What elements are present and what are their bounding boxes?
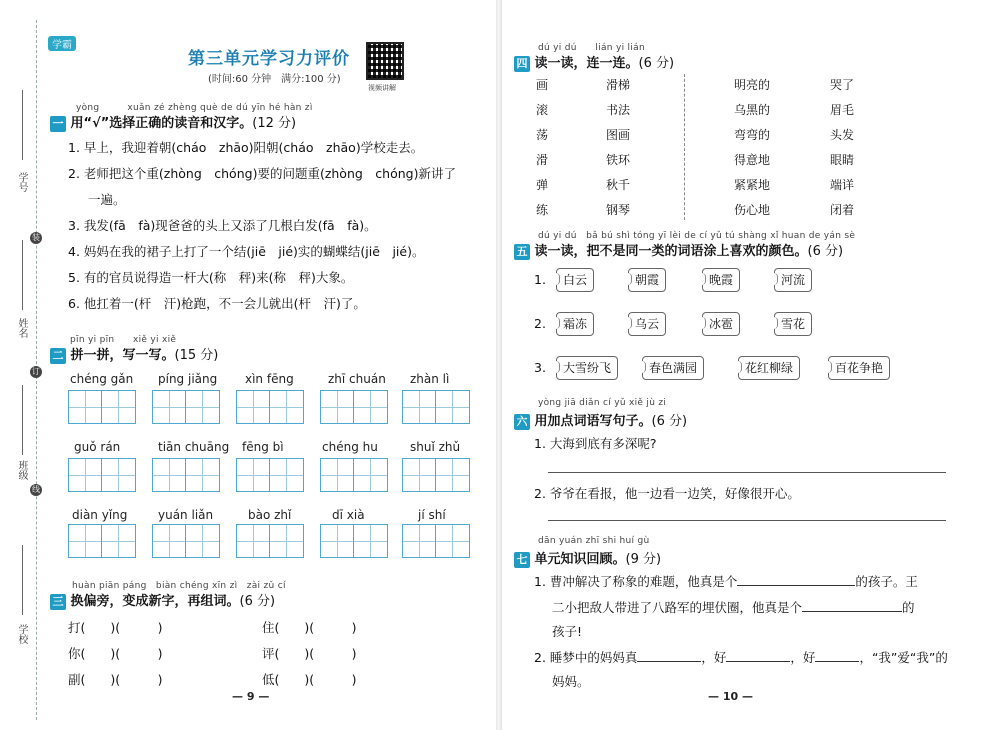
pinyin-label: chéng hu (322, 440, 378, 454)
writing-grid[interactable] (402, 458, 470, 492)
section6-title-text: 用加点词语写句子。 (534, 414, 652, 429)
section5-number: 五 (514, 244, 530, 260)
match-word[interactable]: 伤心地 (734, 203, 771, 217)
match-word[interactable]: 弹 (536, 178, 549, 192)
s7-q2-line-2: 妈妈。 (552, 674, 590, 689)
word-chip[interactable]: 霜冻 (556, 312, 594, 336)
s1-line-3[interactable]: 3. 我发(fā fà)现爸爸的头上又添了几根白发(fā fà)。 (68, 218, 377, 233)
section1-title-text: 用“√”选择正确的读音和汉字。 (70, 116, 253, 131)
pinyin-label: chéng gǎn (70, 372, 134, 386)
writing-grid[interactable] (152, 524, 220, 558)
match-word[interactable]: 荡 (536, 128, 549, 142)
word-chip[interactable]: 花红柳绿 (738, 356, 800, 380)
section4-divider (684, 74, 685, 220)
section7-title (514, 548, 661, 568)
right-page (502, 0, 1000, 730)
pinyin-label: shuǐ zhǔ (410, 440, 461, 454)
match-word[interactable]: 钢琴 (606, 203, 631, 217)
section5-score: (6 分) (807, 244, 844, 259)
page-number-9: — 9 — (232, 690, 270, 703)
section6-pinyin: yòng jiā diǎn cí yǔ xiě jù zi (538, 398, 667, 408)
s7-blank-1[interactable] (737, 585, 855, 586)
writing-grid[interactable] (236, 458, 304, 492)
section7-number: 七 (514, 552, 530, 568)
s7-q2-line-1 (534, 648, 948, 666)
binding-underline (22, 90, 23, 160)
binding-dot: 装 (32, 233, 40, 242)
word-chip[interactable]: 百花争艳 (828, 356, 890, 380)
binding-underline (22, 545, 23, 615)
match-word[interactable]: 练 (536, 203, 549, 217)
s3-right-1[interactable]: 住( )( ) (262, 620, 357, 635)
writing-grid[interactable] (236, 524, 304, 558)
s7-q1-line-3: 孩子! (552, 624, 583, 639)
writing-grid[interactable] (68, 458, 136, 492)
section2-pinyin: pīn yi pīn xiě yi xiě (70, 335, 177, 345)
qr-code-icon[interactable] (366, 42, 404, 80)
section6-score: (6 分) (651, 414, 688, 429)
pinyin-label: xìn fēng (245, 372, 294, 386)
section2-title-text: 拼一拼，写一写。 (70, 348, 175, 363)
match-word[interactable]: 滑梯 (606, 78, 631, 92)
s1-line-6[interactable]: 6. 他扛着一(杆 汗)枪跑，不一会儿就出(杆 汗)了。 (68, 296, 366, 311)
section7-pinyin: dān yuán zhī shi huí gù (538, 536, 650, 546)
s3-left-2[interactable]: 你( )( ) (68, 646, 163, 661)
match-word[interactable]: 明亮的 (734, 78, 771, 92)
section3-title (50, 590, 275, 610)
s7-q1-text-d: 的 (902, 600, 915, 615)
word-chip[interactable]: 冰雹 (702, 312, 740, 336)
writing-grid[interactable] (320, 390, 388, 424)
section4-title (514, 52, 674, 72)
series-tag: 学霸 (48, 36, 76, 51)
match-word[interactable]: 滑 (536, 153, 549, 167)
word-chip[interactable]: 雪花 (774, 312, 812, 336)
s7-blank-4[interactable] (726, 661, 790, 662)
match-word[interactable]: 闭着 (830, 203, 855, 217)
section1-number: 一 (50, 116, 66, 132)
match-word[interactable]: 端详 (830, 178, 855, 192)
word-chip[interactable]: 朝霞 (628, 268, 666, 292)
writing-grid[interactable] (152, 390, 220, 424)
s3-right-2[interactable]: 评( )( ) (262, 646, 357, 661)
word-chip[interactable]: 大雪纷飞 (556, 356, 618, 380)
s7-blank-5[interactable] (815, 661, 859, 662)
match-word[interactable]: 乌黑的 (734, 103, 771, 117)
section1-pinyin: yòng xuǎn zé zhèng què de dú yīn hé hàn zì (76, 103, 313, 113)
match-word[interactable]: 眉毛 (830, 103, 855, 117)
s7-q2-text-a: 2. 睡梦中的妈妈真 (534, 650, 638, 665)
binding-label-student-id: 学号 (16, 172, 27, 192)
s1-line-5[interactable]: 5. 有的官员说得造一杆大(称 秤)来(称 秤)大象。 (68, 270, 354, 285)
match-word[interactable]: 秋千 (606, 178, 631, 192)
word-chip[interactable]: 晚霞 (702, 268, 740, 292)
section3-title-text: 换偏旁，变成新字，再组词。 (70, 594, 240, 609)
s6-answer-line-1[interactable] (548, 472, 946, 473)
s1-line-1[interactable]: 1. 早上，我迎着朝(cháo zhāo)阳朝(cháo zhāo)学校走去。 (68, 140, 424, 155)
writing-grid[interactable] (320, 458, 388, 492)
s6-question-2: 2. 爷爷在看报，他一边看一边笑，好像很开心。 (534, 486, 800, 501)
section4-pinyin: dú yi dú lián yi lián (538, 43, 645, 53)
section1-title (50, 112, 296, 132)
pinyin-label: fēng bì (242, 440, 284, 454)
s1-line-2[interactable]: 2. 老师把这个重(zhòng chóng)要的问题重(zhòng chóng)新讲了 (68, 166, 456, 181)
section7-title-text: 单元知识回顾。 (534, 552, 626, 567)
pinyin-label: zhī chuán (328, 372, 386, 386)
s6-answer-line-2[interactable] (548, 520, 946, 521)
s5-group-3-number: 3. (534, 360, 546, 375)
binding-label-class: 班级 (16, 460, 27, 480)
pinyin-label: diàn yǐng (72, 508, 128, 522)
section3-pinyin: huàn piān páng biàn chéng xīn zì zài zǔ cí (72, 581, 286, 591)
s7-q2-text-c: ，好 (790, 650, 816, 665)
section1-score: (12 分) (252, 116, 297, 131)
writing-grid[interactable] (68, 524, 136, 558)
pinyin-label: tiān chuāng (158, 440, 230, 454)
writing-grid[interactable] (152, 458, 220, 492)
pinyin-label: jí shí (418, 508, 446, 522)
section2-number: 二 (50, 348, 66, 364)
binding-underline (22, 385, 23, 455)
s1-line-4[interactable]: 4. 妈妈在我的裙子上打了一个结(jiē jié)实的蝴蝶结(jiē jié)。 (68, 244, 425, 259)
pinyin-label: zhàn lì (410, 372, 450, 386)
pinyin-label: bào zhǐ (248, 508, 292, 522)
page-title: 第三单元学习力评价 (188, 49, 350, 69)
section3-number: 三 (50, 594, 66, 610)
section5-pinyin: dú yi dú bǎ bú shì tóng yī lèi de cí yǔ tú shàng xǐ huan de yán sè (538, 231, 856, 241)
section2-score: (15 分) (174, 348, 219, 363)
match-word[interactable]: 弯弯的 (734, 128, 771, 142)
s5-group-1-number: 1. (534, 272, 546, 287)
section4-title-text: 读一读，连一连。 (534, 56, 639, 71)
word-chip[interactable]: 白云 (556, 268, 594, 292)
section5-title (514, 240, 843, 260)
section4-number: 四 (514, 56, 530, 72)
qr-label: 视频讲解 (368, 84, 396, 92)
pinyin-label: dī xià (332, 508, 365, 522)
pinyin-label: guǒ rán (74, 440, 121, 454)
pinyin-label: yuán liǎn (158, 508, 214, 522)
match-word[interactable]: 滚 (536, 103, 549, 117)
section2-title (50, 344, 218, 364)
binding-label-school: 学校 (16, 624, 27, 644)
binding-underline (22, 240, 23, 310)
match-word[interactable]: 书法 (606, 103, 631, 117)
s7-blank-2[interactable] (802, 611, 902, 612)
match-word[interactable]: 头发 (830, 128, 855, 142)
s7-q1-line-2 (552, 598, 915, 616)
section4-score: (6 分) (638, 56, 675, 71)
s6-question-1: 1. 大海到底有多深呢? (534, 436, 657, 451)
s1-line-2-cont: 一遍。 (88, 192, 126, 207)
binding-dot: 订 (32, 367, 40, 376)
writing-grid[interactable] (402, 390, 470, 424)
word-chip[interactable]: 乌云 (628, 312, 666, 336)
s7-q1-text-c: 二小把敌人带进了八路军的埋伏圈，他真是个 (552, 600, 803, 615)
match-word[interactable]: 图画 (606, 128, 631, 142)
page-subtitle: (时间:60 分钟 满分:100 分) (208, 74, 341, 85)
match-word[interactable]: 哭了 (830, 78, 855, 92)
section3-score: (6 分) (239, 594, 276, 609)
s7-q2-text-d: ，“我”爱“我”的 (859, 650, 948, 665)
binding-label-name: 姓名 (16, 318, 27, 338)
s3-right-3[interactable]: 低( )( ) (262, 672, 357, 687)
s3-left-3[interactable]: 副( )( ) (68, 672, 163, 687)
match-word[interactable]: 画 (536, 78, 549, 92)
section6-number: 六 (514, 414, 530, 430)
s3-left-1[interactable]: 打( )( ) (68, 620, 163, 635)
section7-score: (9 分) (625, 552, 662, 567)
pinyin-label: píng jiǎng (158, 372, 218, 386)
match-word[interactable]: 铁环 (606, 153, 631, 167)
s7-q1-line-1 (534, 572, 918, 590)
writing-grid[interactable] (402, 524, 470, 558)
match-word[interactable]: 紧紧地 (734, 178, 771, 192)
left-page (0, 0, 498, 730)
writing-grid[interactable] (236, 390, 304, 424)
match-word[interactable]: 眼睛 (830, 153, 855, 167)
word-chip[interactable]: 春色满园 (642, 356, 704, 380)
word-chip[interactable]: 河流 (774, 268, 812, 292)
s7-blank-3[interactable] (637, 661, 701, 662)
writing-grid[interactable] (320, 524, 388, 558)
section5-title-text: 读一读，把不是同一类的词语涂上喜欢的颜色。 (534, 244, 808, 259)
s7-q2-text-b: ，好 (701, 650, 727, 665)
s5-group-2-number: 2. (534, 316, 546, 331)
section6-title (514, 410, 687, 430)
writing-grid[interactable] (68, 390, 136, 424)
s7-q1-text-b: 的孩子。王 (855, 574, 918, 589)
match-word[interactable]: 得意地 (734, 153, 771, 167)
binding-dot: 线 (32, 485, 40, 494)
s7-q1-text-a: 1. 曹冲解决了称象的难题，他真是个 (534, 574, 738, 589)
page-number-10: — 10 — (708, 690, 753, 703)
